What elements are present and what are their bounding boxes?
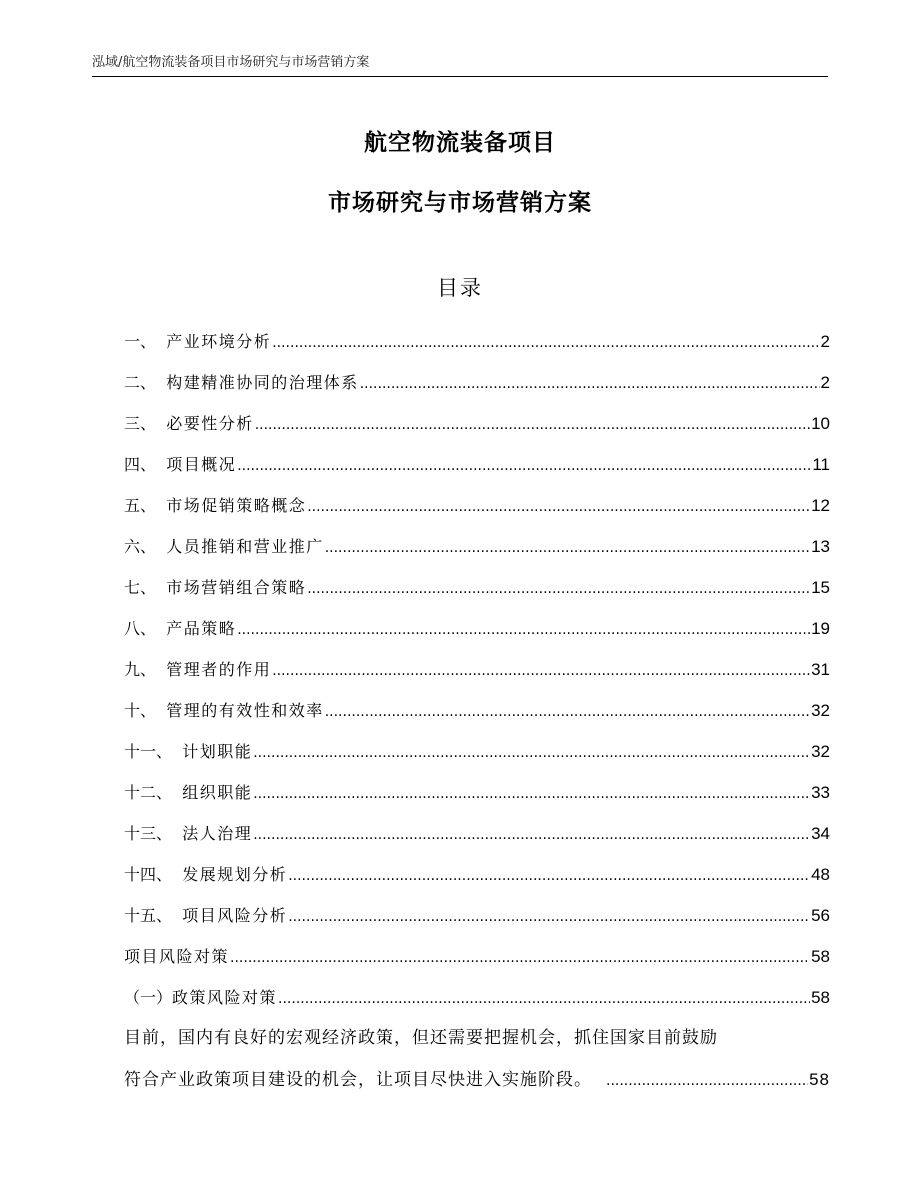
toc-entry-title: 产品策略 xyxy=(166,619,237,638)
toc-entry-title: 必要性分析 xyxy=(166,414,254,433)
toc-entry-page: 56 xyxy=(811,906,830,925)
toc-entry-title: 管理者的作用 xyxy=(166,660,272,679)
toc-entry-page: 48 xyxy=(811,865,830,884)
toc-entry[interactable] xyxy=(124,936,830,977)
toc-entry-page: 32 xyxy=(811,742,830,761)
toc-entry-page: 2 xyxy=(820,332,830,351)
toc-dot-leader xyxy=(237,610,810,651)
toc-entry[interactable] xyxy=(124,731,830,772)
toc-entry-page: 11 xyxy=(812,455,830,474)
toc-entry-number: 三、 xyxy=(124,414,167,433)
toc-dot-leader xyxy=(230,938,810,979)
toc-entry-page: 31 xyxy=(811,660,830,679)
toc-entry-long-line-2 xyxy=(124,1059,830,1100)
toc-entry-number: 七、 xyxy=(124,578,167,597)
toc-entry-number: 十、 xyxy=(124,701,167,720)
toc-entry-number: 八、 xyxy=(124,619,167,638)
toc-dot-leader xyxy=(307,487,810,528)
toc-dot-leader xyxy=(307,569,810,610)
toc-entry-number: 五、 xyxy=(124,496,167,515)
toc-entry-page: 12 xyxy=(811,496,830,515)
toc-entry-page: 32 xyxy=(811,701,830,720)
toc-entry-long[interactable] xyxy=(124,1018,830,1100)
toc-entry[interactable] xyxy=(124,526,830,567)
toc-entry[interactable] xyxy=(124,813,830,854)
document-title-line-1: 航空物流装备项目 xyxy=(364,130,556,156)
toc-entry-number: 九、 xyxy=(124,660,167,679)
toc-entry-number: 四、 xyxy=(124,455,167,474)
toc-entry-long-title: 符合产业政策项目建设的机会，让项目尽快进入实施阶段。 xyxy=(124,1070,592,1090)
toc-entry-title: 管理的有效性和效率 xyxy=(166,701,324,720)
document-title-line-2: 市场研究与市场营销方案 xyxy=(328,190,592,216)
toc-dot-leader xyxy=(272,651,810,692)
toc-dot-leader xyxy=(253,815,810,856)
toc-entry[interactable] xyxy=(124,772,830,813)
toc-entry-title: 人员推销和营业推广 xyxy=(166,537,324,556)
toc-dot-leader xyxy=(288,897,810,938)
table-of-contents xyxy=(124,321,830,1100)
toc-entry-number: 六、 xyxy=(124,537,167,556)
toc-entry-number: 十二、 xyxy=(124,783,183,802)
toc-dot-leader xyxy=(606,1061,808,1102)
toc-entry-title: 发展规划分析 xyxy=(182,865,288,884)
toc-dot-leader xyxy=(255,405,810,446)
toc-dot-leader xyxy=(253,733,810,774)
toc-entry-number: 十三、 xyxy=(124,824,183,843)
toc-entry[interactable] xyxy=(124,362,830,403)
toc-entry-page: 58 xyxy=(811,988,830,1007)
toc-entry-title: 市场营销组合策略 xyxy=(166,578,307,597)
toc-dot-leader xyxy=(288,856,810,897)
toc-entry-title: 政策风险对策 xyxy=(172,988,278,1007)
toc-entry-title: 计划职能 xyxy=(182,742,253,761)
toc-entry-page: 19 xyxy=(811,619,830,638)
toc-entry-title: 市场促销策略概念 xyxy=(166,496,307,515)
toc-entry[interactable] xyxy=(124,895,830,936)
toc-dot-leader xyxy=(360,364,820,405)
header-rule xyxy=(92,76,828,77)
toc-entry-page: 2 xyxy=(820,373,830,392)
toc-entry-number: 十五、 xyxy=(124,906,183,925)
toc-dot-leader xyxy=(325,528,810,569)
toc-dot-leader xyxy=(325,692,810,733)
toc-entry[interactable] xyxy=(124,690,830,731)
toc-entry-title: 组织职能 xyxy=(182,783,253,802)
toc-entry-page: 15 xyxy=(811,578,830,597)
toc-dot-leader xyxy=(272,323,819,364)
toc-dot-leader xyxy=(253,774,810,815)
toc-entry-number: 十四、 xyxy=(124,865,183,884)
toc-entry-page: 33 xyxy=(811,783,830,802)
toc-entry-page: 34 xyxy=(811,824,830,843)
toc-entry-title: 构建精准协同的治理体系 xyxy=(166,373,359,392)
toc-entry[interactable] xyxy=(124,854,830,895)
toc-entry[interactable] xyxy=(124,321,830,362)
toc-entry-title: 法人治理 xyxy=(182,824,253,843)
toc-entry[interactable] xyxy=(124,977,830,1018)
toc-entry[interactable] xyxy=(124,444,830,485)
toc-dot-leader xyxy=(278,979,810,1020)
toc-entry[interactable] xyxy=(124,649,830,690)
toc-entry[interactable] xyxy=(124,403,830,444)
running-header: 泓域/航空物流装备项目市场研究与市场营销方案 xyxy=(92,55,370,70)
toc-entry-title: 项目风险对策 xyxy=(124,947,230,966)
toc-heading: 目录 xyxy=(437,276,483,300)
toc-entry-title: 产业环境分析 xyxy=(166,332,272,351)
toc-entry[interactable] xyxy=(124,485,830,526)
toc-entry-long-line-1: 目前，国内有良好的宏观经济政策，但还需要把握机会，抓住国家目前鼓励 xyxy=(124,1028,718,1048)
toc-entry[interactable] xyxy=(124,608,830,649)
toc-entry[interactable] xyxy=(124,567,830,608)
toc-dot-leader xyxy=(237,446,811,487)
toc-entry-number: 十一、 xyxy=(124,742,183,761)
toc-entry-title: 项目风险分析 xyxy=(182,906,288,925)
toc-entry-number: （一） xyxy=(124,988,173,1007)
toc-entry-number: 一、 xyxy=(124,332,167,351)
toc-entry-title: 项目概况 xyxy=(166,455,237,474)
toc-entry-page: 58 xyxy=(809,1070,830,1089)
toc-entry-number: 二、 xyxy=(124,373,167,392)
toc-entry-page: 10 xyxy=(811,414,830,433)
toc-entry-page: 58 xyxy=(811,947,830,966)
toc-entry-page: 13 xyxy=(811,537,830,556)
